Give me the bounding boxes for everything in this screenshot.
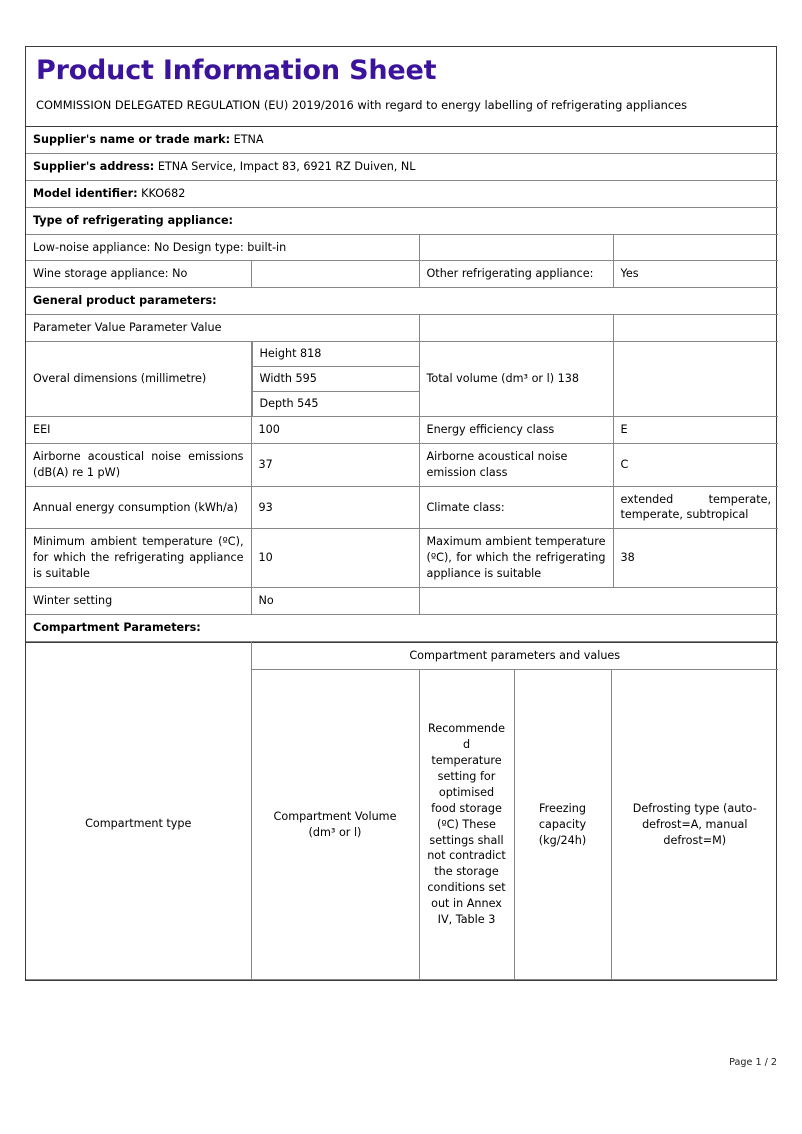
product-information-sheet: [25, 46, 777, 981]
title-row: [26, 47, 778, 126]
table-row: [26, 588, 778, 615]
param-min-ambient-label: Minimum ambient temperature (ºC), for which the refrigerating appliance is suitable: [26, 529, 251, 588]
table-row: [26, 416, 778, 443]
product-info-table: [26, 47, 778, 642]
low-noise-blank-1: [419, 234, 613, 261]
compartment-heading-row: [26, 615, 778, 642]
other-appliance-value: Yes: [613, 261, 778, 288]
param-noise-class-value: C: [613, 443, 778, 486]
table-row: [26, 443, 778, 486]
compartment-col-type: Compartment type: [26, 669, 251, 980]
compartment-col-volume: Compartment Volume (dm³ or l): [251, 669, 419, 980]
low-noise-cell: Low-noise appliance: No Design type: built-in: [26, 234, 419, 261]
param-noise-label: Airborne acoustical noise emissions (dB(A) re 1 pW): [26, 443, 251, 486]
model-identifier-label: Model identifier:: [33, 186, 138, 200]
compartment-span-header-row: [26, 642, 778, 669]
wine-storage-cell: Wine storage appliance: No: [26, 261, 251, 288]
compartment-col-defrosting: Defrosting type (auto-defrost=A, manual defrost=M): [611, 669, 778, 980]
page-footer: Page 1 / 2: [729, 1057, 777, 1068]
compartment-col-temperature: Recommended temperature setting for optimised food storage (ºC) These settings shall not contradict the storage conditions set out in Annex IV, Table 3: [419, 669, 514, 980]
param-winter-setting-value: No: [251, 588, 419, 615]
param-winter-setting-label: Winter setting: [26, 588, 251, 615]
param-noise-class-label: Airborne acoustical noise emission class: [419, 443, 613, 486]
compartment-column-header-row: [26, 669, 778, 980]
dimension-row-depth: [252, 391, 419, 415]
param-efficiency-class-label: Energy efficiency class: [419, 416, 613, 443]
total-volume-cell: Total volume (dm³ or l) 138: [419, 342, 613, 417]
compartment-parameters-table: [26, 642, 778, 980]
param-climate-class-label: Climate class:: [419, 486, 613, 529]
dimension-height: Height 818: [252, 342, 419, 366]
appliance-type-heading-row: [26, 207, 778, 234]
param-eei-value: 100: [251, 416, 419, 443]
parameter-value-blank-2: [613, 315, 778, 342]
total-volume-blank: [613, 342, 778, 417]
table-row: [26, 529, 778, 588]
compartment-col-freezing: Freezing capacity (kg/24h): [514, 669, 611, 980]
param-efficiency-class-value: E: [613, 416, 778, 443]
compartment-span-header: Compartment parameters and values: [251, 642, 778, 669]
param-min-ambient-value: 10: [251, 529, 419, 588]
param-max-ambient-label: Maximum ambient temperature (ºC), for which the refrigerating appliance is suitable: [419, 529, 613, 588]
param-climate-class-value: extended temperate, temperate, subtropical: [613, 486, 778, 529]
general-parameters-heading: General product parameters:: [26, 288, 778, 315]
wine-storage-blank: [251, 261, 419, 288]
param-energy-value: 93: [251, 486, 419, 529]
parameter-value-blank-1: [419, 315, 613, 342]
table-row: [26, 486, 778, 529]
wine-storage-row: [26, 261, 778, 288]
param-energy-label: Annual energy consumption (kWh/a): [26, 486, 251, 529]
dimension-depth: Depth 545: [252, 391, 419, 415]
model-identifier-value: KKO682: [141, 186, 186, 200]
supplier-address-cell: [26, 153, 778, 180]
supplier-name-label: Supplier's name or trade mark:: [33, 132, 231, 146]
compartment-span-blank: [26, 642, 251, 669]
supplier-name-cell: [26, 126, 778, 153]
supplier-name-row: [26, 126, 778, 153]
dimensions-row: [26, 342, 778, 417]
supplier-address-value: ETNA Service, Impact 83, 6921 RZ Duiven, NL: [157, 159, 416, 173]
dimension-row-height: [252, 342, 419, 366]
dimensions-label: Overal dimensions (millimetre): [26, 342, 251, 417]
low-noise-blank-2: [613, 234, 778, 261]
appliance-type-heading: Type of refrigerating appliance:: [26, 207, 778, 234]
supplier-address-label: Supplier's address:: [33, 159, 155, 173]
dimension-width: Width 595: [252, 367, 419, 392]
regulation-subtitle: COMMISSION DELEGATED REGULATION (EU) 2019/2016 with regard to energy labelling of refrigerating appliances: [36, 98, 688, 113]
title-cell: [26, 47, 778, 126]
model-identifier-cell: [26, 180, 778, 207]
general-parameters-heading-row: [26, 288, 778, 315]
param-noise-value: 37: [251, 443, 419, 486]
low-noise-row: [26, 234, 778, 261]
dimensions-subtable-cell: [251, 342, 419, 417]
page-title: Product Information Sheet: [36, 55, 437, 86]
supplier-address-row: [26, 153, 778, 180]
parameter-value-header: Parameter Value Parameter Value: [26, 315, 419, 342]
param-eei-label: EEI: [26, 416, 251, 443]
dimensions-subtable: [252, 342, 419, 416]
param-max-ambient-value: 38: [613, 529, 778, 588]
model-identifier-row: [26, 180, 778, 207]
supplier-name-value: ETNA: [233, 132, 264, 146]
param-winter-setting-blank: [419, 588, 778, 615]
parameter-value-header-row: [26, 315, 778, 342]
dimension-row-width: [252, 367, 419, 392]
other-appliance-label: Other refrigerating appliance:: [419, 261, 613, 288]
compartment-parameters-heading: Compartment Parameters:: [26, 615, 778, 642]
